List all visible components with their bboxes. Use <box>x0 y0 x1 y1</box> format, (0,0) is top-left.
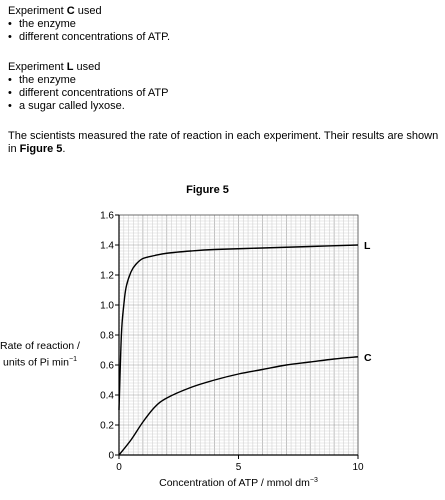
list-item: • different concentrations of ATP. <box>8 31 170 44</box>
y-axis-label-units: units of Pi min <box>3 356 69 369</box>
paragraph-text: The scientists measured the rate of reaction in each experiment. Their results are shown in <box>8 130 439 155</box>
x-tick-label: 0 <box>116 462 122 473</box>
experiment-c-suffix: used <box>74 5 102 17</box>
list-item: • different concentrations of ATP <box>8 87 168 100</box>
x-axis-label: Concentration of ATP / mmol $dm^{-3}$ <box>159 477 318 489</box>
y-axis-label-line2 <box>0 353 90 370</box>
y-tick-label: 1.2 <box>100 270 114 282</box>
y-tick-label: 0.4 <box>100 390 114 402</box>
x-tick-label: 5 <box>235 462 242 473</box>
y-axis-label-exponent: −1 <box>68 356 77 363</box>
paragraph-end: . <box>62 143 66 155</box>
y-axis-label <box>0 340 90 370</box>
experiment-c-prefix: Experiment <box>8 5 67 17</box>
y-tick-label: 0 <box>108 450 114 462</box>
experiment-c-letter: C <box>66 5 75 17</box>
experiment-l-suffix: used <box>73 61 101 73</box>
x-tick-label: 10 <box>352 462 364 473</box>
series-label-l: L <box>364 240 371 252</box>
y-axis-label-line1: Rate of reaction / <box>0 340 80 352</box>
experiment-l-prefix: Experiment <box>8 61 67 73</box>
list-item: • the enzyme <box>8 74 168 87</box>
figure-title: Figure 5 <box>186 184 229 196</box>
list-item: • the enzyme <box>8 18 170 31</box>
list-item: • a sugar called lyxose. <box>8 100 168 113</box>
y-tick-label: 0.6 <box>100 360 114 372</box>
x-axis-label-exponent: −3 <box>309 477 318 484</box>
series-label-c: C <box>364 351 372 364</box>
y-tick-label: 1.4 <box>100 240 114 252</box>
figure-reference: Figure 5 <box>19 143 63 155</box>
y-tick-label: 1.0 <box>100 300 114 312</box>
experiment-l-letter: L <box>66 61 74 73</box>
y-tick-label: 0.2 <box>100 420 114 432</box>
y-tick-label: 0.8 <box>100 330 114 342</box>
y-tick-label: 1.6 <box>100 210 114 222</box>
